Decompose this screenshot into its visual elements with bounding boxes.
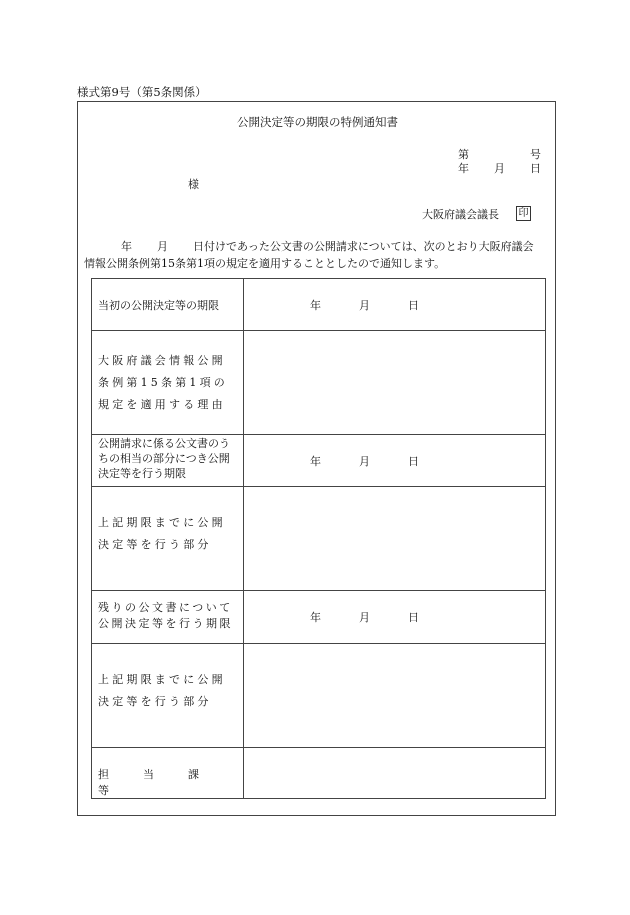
date-month: 月 (359, 455, 370, 468)
seal-box: 印 (516, 206, 531, 221)
date-month: 月 (359, 299, 370, 312)
form-reference: 様式第9号（第5条関係） (77, 85, 207, 99)
date-day: 日 (408, 455, 419, 468)
body-line-2: 情報公開条例第15条第1項の規定を適用することとしたので通知します。 (84, 257, 446, 270)
number-go: 号 (530, 148, 541, 161)
row-label-partial-deadline: 公開請求に係る公文書のうちの相当の部分につき公開決定等を行う期限 (98, 437, 230, 480)
number-dai: 第 (458, 148, 469, 161)
date-month: 月 (359, 611, 370, 624)
header-year: 年 (458, 162, 469, 175)
column-divider (243, 279, 244, 798)
row-date-initial (310, 297, 419, 313)
row-label-initial-deadline: 当初の公開決定等の期限 (98, 299, 219, 312)
addressee-suffix: 様 (188, 178, 199, 191)
row-label-partial-portion: 上記期限までに公開決定等を行う部分 (98, 516, 226, 551)
header-month: 月 (494, 162, 505, 175)
header-day: 日 (530, 162, 541, 175)
row-label-remaining-portion: 上記期限までに公開決定等を行う部分 (98, 673, 226, 708)
notice-body (84, 238, 560, 272)
row-divider (92, 434, 545, 435)
row-divider (92, 590, 545, 591)
notice-frame (77, 101, 556, 816)
row-divider (92, 486, 545, 487)
row-label-reason: 大阪府議会情報公開条例第15条第1項の規定を適用する理由 (98, 354, 228, 411)
body-rest: 日付けであった公文書の公開請求については、次のとおり大阪府議会 (193, 240, 534, 253)
details-table (91, 278, 546, 799)
row-date-partial (310, 453, 419, 469)
row-divider (92, 747, 545, 748)
date-year: 年 (310, 611, 321, 624)
date-year: 年 (310, 455, 321, 468)
body-line-1 (84, 238, 560, 255)
row-label-remaining-deadline: 残りの公文書について公開決定等を行う期限 (98, 601, 233, 630)
row-divider (92, 330, 545, 331)
document-title: 公開決定等の期限の特例通知書 (237, 115, 398, 129)
date-day: 日 (408, 299, 419, 312)
row-date-remaining (310, 609, 419, 625)
body-year: 年 (121, 240, 132, 253)
row-divider (92, 643, 545, 644)
date-year: 年 (310, 299, 321, 312)
sender-title: 大阪府議会議長 (422, 208, 499, 221)
date-day: 日 (408, 611, 419, 624)
row-label-department: 担当課等 (98, 768, 233, 797)
body-month: 月 (157, 240, 168, 253)
